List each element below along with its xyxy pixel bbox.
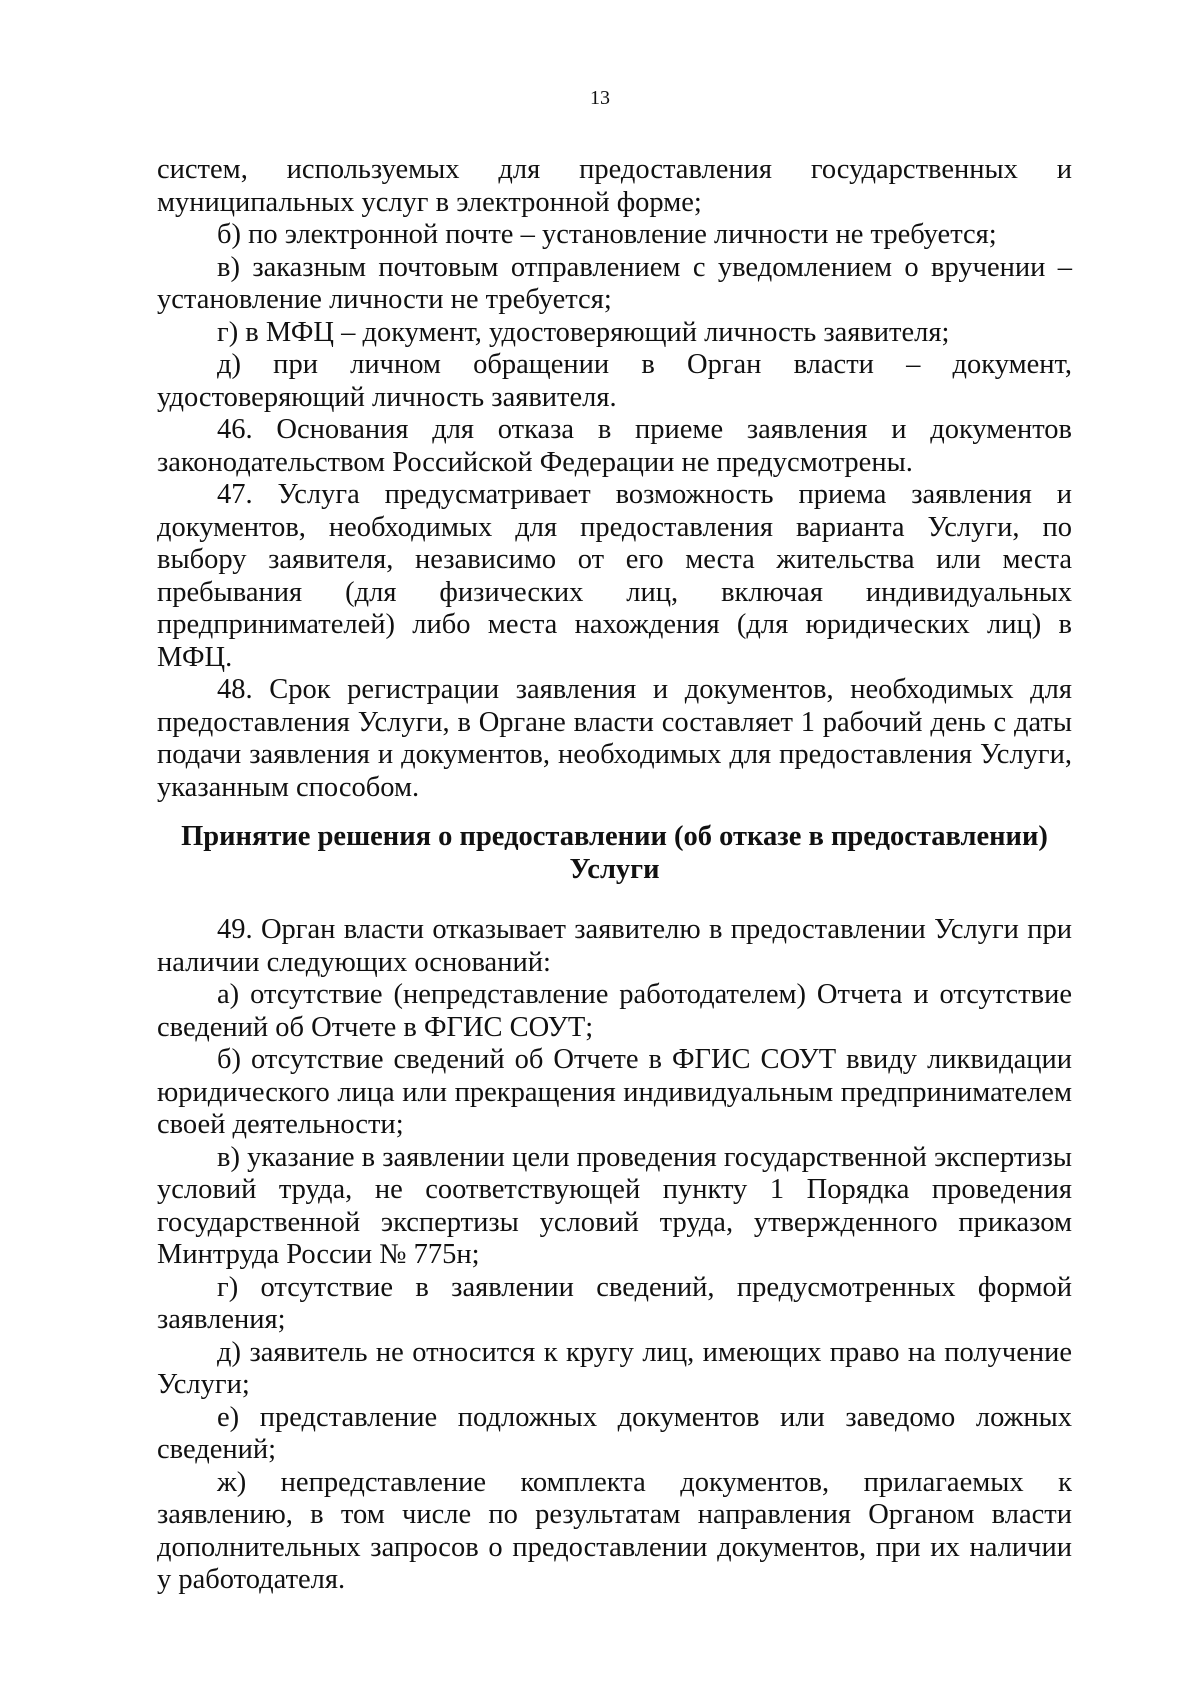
paragraph-item-g: г) отсутствие в заявлении сведений, предусмотренных формой заявления; — [157, 1271, 1072, 1335]
paragraph-item-v: в) указание в заявлении цели проведения государственной экспертизы условий труда, не соответствующей пункту 1 Порядка проведения государственной экспертизы условий труда, утвержденного приказом Минтруда России № 775н; — [157, 1141, 1072, 1270]
paragraph-item-zh: ж) непредставление комплекта документов, прилагаемых к заявлению, в том числе по результатам направления Органом власти дополнительных запросов о предоставлении документов, при их наличии у работодателя. — [157, 1466, 1072, 1595]
paragraph-item-e: е) представление подложных документов или заведомо ложных сведений; — [157, 1401, 1072, 1465]
body-text-top — [157, 154, 1072, 804]
paragraph-continuation: систем, используемых для предоставления государственных и муниципальных услуг в электронной форме; — [157, 154, 1072, 218]
paragraph-49: 49. Орган власти отказывает заявителю в предоставлении Услуги при наличии следующих оснований: — [157, 914, 1072, 978]
page-number: 13 — [590, 87, 610, 109]
paragraph-item-b: б) по электронной почте – установление личности не требуется; — [217, 219, 997, 250]
paragraph-48: 48. Срок регистрации заявления и документов, необходимых для предоставления Услуги, в Органе власти составляет 1 рабочий день с даты подачи заявления и документов, необходимых для предоставления Услуги, указанным способом. — [157, 674, 1072, 803]
paragraph-46: 46. Основания для отказа в приеме заявления и документов законодательством Российской Федерации не предусмотрены. — [157, 414, 1072, 478]
body-text-bottom — [157, 914, 1072, 1597]
section-heading-line-1: Принятие решения о предоставлении (об отказе в предоставлении) — [181, 821, 1048, 852]
paragraph-item-d: д) при личном обращении в Орган власти – документ, удостоверяющий личность заявителя. — [157, 349, 1072, 413]
paragraph-item-b: б) отсутствие сведений об Отчете в ФГИС СОУТ ввиду ликвидации юридического лица или прекращения индивидуальным предпринимателем своей деятельности; — [157, 1044, 1072, 1140]
paragraph-47: 47. Услуга предусматривает возможность приема заявления и документов, необходимых для предоставления варианта Услуги, по выбору заявителя, независимо от его места жительства или места пребывания (для физических лиц, включая индивидуальных предпринимателей) либо места нахождения (для юридических лиц) в МФЦ. — [157, 479, 1072, 673]
section-heading-line-2: Услуги — [569, 854, 660, 885]
paragraph-item-v: в) заказным почтовым отправлением с уведомлением о вручении – установление личности не требуется; — [157, 251, 1072, 315]
paragraph-item-g: г) в МФЦ – документ, удостоверяющий личность заявителя; — [217, 316, 950, 348]
section-heading — [157, 820, 1072, 886]
paragraph-item-d: д) заявитель не относится к кругу лиц, имеющих право на получение Услуги; — [157, 1336, 1072, 1400]
paragraph-item-a: а) отсутствие (непредставление работодателем) Отчета и отсутствие сведений об Отчете в ФГИС СОУТ; — [157, 979, 1072, 1043]
